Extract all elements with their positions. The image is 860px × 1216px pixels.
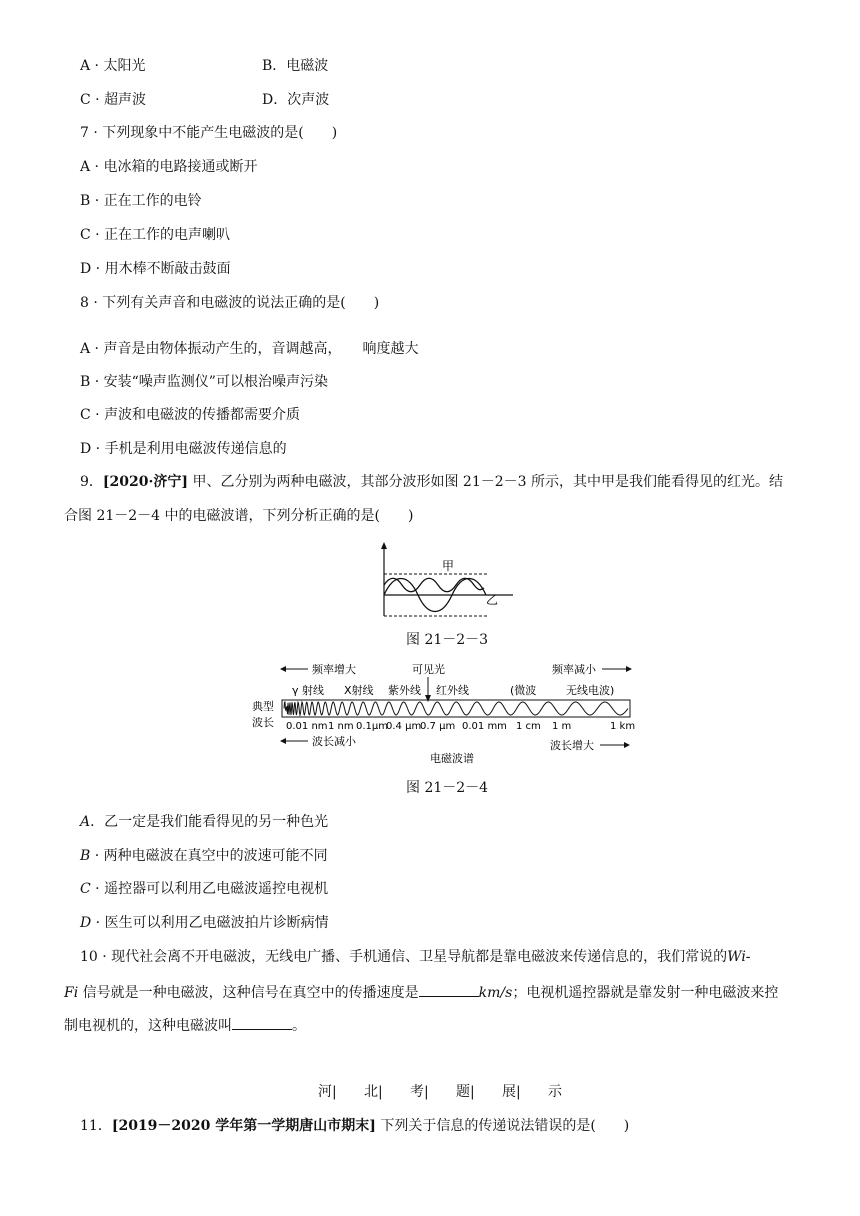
header-char-2: 北| [364,1084,383,1100]
q11-number: 11． [80,1118,112,1134]
q11-stem: 下列关于信息的传递说法错误的是( ) [375,1118,630,1134]
header-char-1: 河| [318,1084,337,1100]
q6-option-d: D．次声波 [262,92,330,108]
q10-wi: Wi- [727,949,751,965]
q10-text1: 10 · 现代社会离不开电磁波，无线电广播、手机通信、卫星导航都是靠电磁波来传递信息的，我们常说的 [80,949,728,965]
band-xray: X射线 [344,684,374,697]
band-ir: 红外线 [436,684,469,697]
header-char-3: 考| [410,1084,429,1100]
q10-line1 [80,948,751,966]
band-radio: 无线电波) [566,684,615,697]
q6-option-a: A · 太阳光 [80,58,146,74]
q10-unit: km/s [478,985,513,1001]
q9-option-b-letter: B [80,848,91,864]
spectrum-title: 电磁波谱 [430,752,474,765]
spectrum-tick-label: 0.01 nm [286,721,328,732]
fig1-wave-yi [384,578,484,592]
q10-text2b: ；电视机遥控器就是靠发射一种电磁波来控 [512,985,779,1001]
q9-option-b [80,847,328,865]
spectrum-tick-label: 1 m [552,721,572,732]
q10-end: 。 [292,1018,306,1034]
q9-text1: 甲、乙分别为两种电磁波，其部分波形如图 21－2－3 所示，其中甲是我们能看得见的红光。结 [192,474,783,490]
spectrum-tick-label: 1 nm [328,721,354,732]
q9-option-d [80,914,329,932]
spectrum-tick-label: 1 km [610,721,636,732]
q9-option-c-letter: C [80,881,91,897]
fig1-caption: 图 21－2－3 [406,632,489,648]
spectrum-tick-label: 0.7 μm [420,721,456,732]
spectrum-wave [284,702,628,715]
q9-option-a-text: ．乙一定是我们能看得见的另一种色光 [90,814,329,830]
band-uv: 紫外线 [388,684,421,697]
wavelength-label: 波长 [252,716,274,729]
q8-stem: 8 · 下列有关声音和电磁波的说法正确的是( ) [80,295,380,311]
q7-option-b: B · 正在工作的电铃 [80,193,202,209]
q7-option-c: C · 正在工作的电声喇叭 [80,227,231,243]
q8-option-c: C · 声波和电磁波的传播都需要介质 [80,407,301,423]
visible-light-label: 可见光 [412,663,445,676]
q11-line [80,1117,629,1135]
q8-option-d: D · 手机是利用电磁波传递信息的 [80,441,287,457]
spectrum-tick-label: 0.1μm [356,721,389,732]
q10-text3: 制电视机的，这种电磁波叫 [64,1018,232,1034]
fig1-label-jia: 甲 [442,559,455,573]
fig1-label-yi: 乙 [486,593,499,607]
figure-21-2-4-spectrum [248,658,658,770]
q10-blank-speed[interactable] [419,982,479,997]
q9-number: 9． [80,474,103,490]
freq-up-label: 频率增大 [312,663,356,676]
wl-down-label: 波长减小 [312,735,356,748]
q10-line2 [64,982,778,1002]
spectrum-tick-label: 1 cm [516,721,541,732]
q7-option-a: A · 电冰箱的电路接通或断开 [80,159,258,175]
q8-option-b: B · 安装“噪声监测仪”可以根治噪声污染 [80,374,328,390]
section-header [318,1083,562,1101]
q9-option-d-letter: D [80,915,92,931]
q9-option-c [80,880,328,898]
q11-source: [2019－2020 学年第一学期唐山市期末] [111,1118,376,1134]
q9-option-d-text: · 医生可以利用乙电磁波拍片诊断病情 [91,915,329,931]
q9-option-c-text: · 遥控器可以利用乙电磁波遥控电视机 [90,881,329,897]
q9-option-a [80,813,328,831]
typical-label: 典型 [252,700,274,713]
q10-fi: Fi [64,985,79,1001]
fig1-y-arrow [381,542,387,549]
freq-down-label: 频率减小 [552,663,596,676]
figure-21-2-3 [370,540,520,618]
band-gamma: γ 射线 [292,684,325,697]
q6-option-c: C · 超声波 [80,92,147,108]
fig2-caption: 图 21－2－4 [406,780,489,796]
q8-option-a: A · 声音是由物体振动产生的，音调越高， 响度越大 [80,341,419,357]
header-char-6: 示 [548,1084,562,1100]
q9-source: [2020·济宁] [102,474,189,490]
q9-option-a-letter: A [80,814,91,830]
spectrum-tick-label: 0.01 mm [462,721,507,732]
q10-blank-wave[interactable] [232,1015,292,1030]
q9-option-b-text: · 两种电磁波在真空中的波速可能不同 [90,848,328,864]
q6-option-b: B．电磁波 [262,58,329,74]
q9-line1 [80,473,783,491]
band-micro: (微波 [510,684,537,697]
spectrum-tick-label: 0.4 μm [386,721,422,732]
q10-line3 [64,1015,306,1035]
spectrum-ticks [286,721,635,732]
q7-option-d: D · 用木棒不断敲击鼓面 [80,261,231,277]
wl-up-label: 波长增大 [550,739,594,752]
header-char-4: 题| [456,1084,475,1100]
header-char-5: 展| [502,1084,521,1100]
q10-text2a: 信号就是一种电磁波，这种信号在真空中的传播速度是 [78,985,419,1001]
q9-line2: 合图 21－2－4 中的电磁波谱，下列分析正确的是( ) [64,508,414,524]
q7-stem: 7 · 下列现象中不能产生电磁波的是( ) [80,125,338,141]
